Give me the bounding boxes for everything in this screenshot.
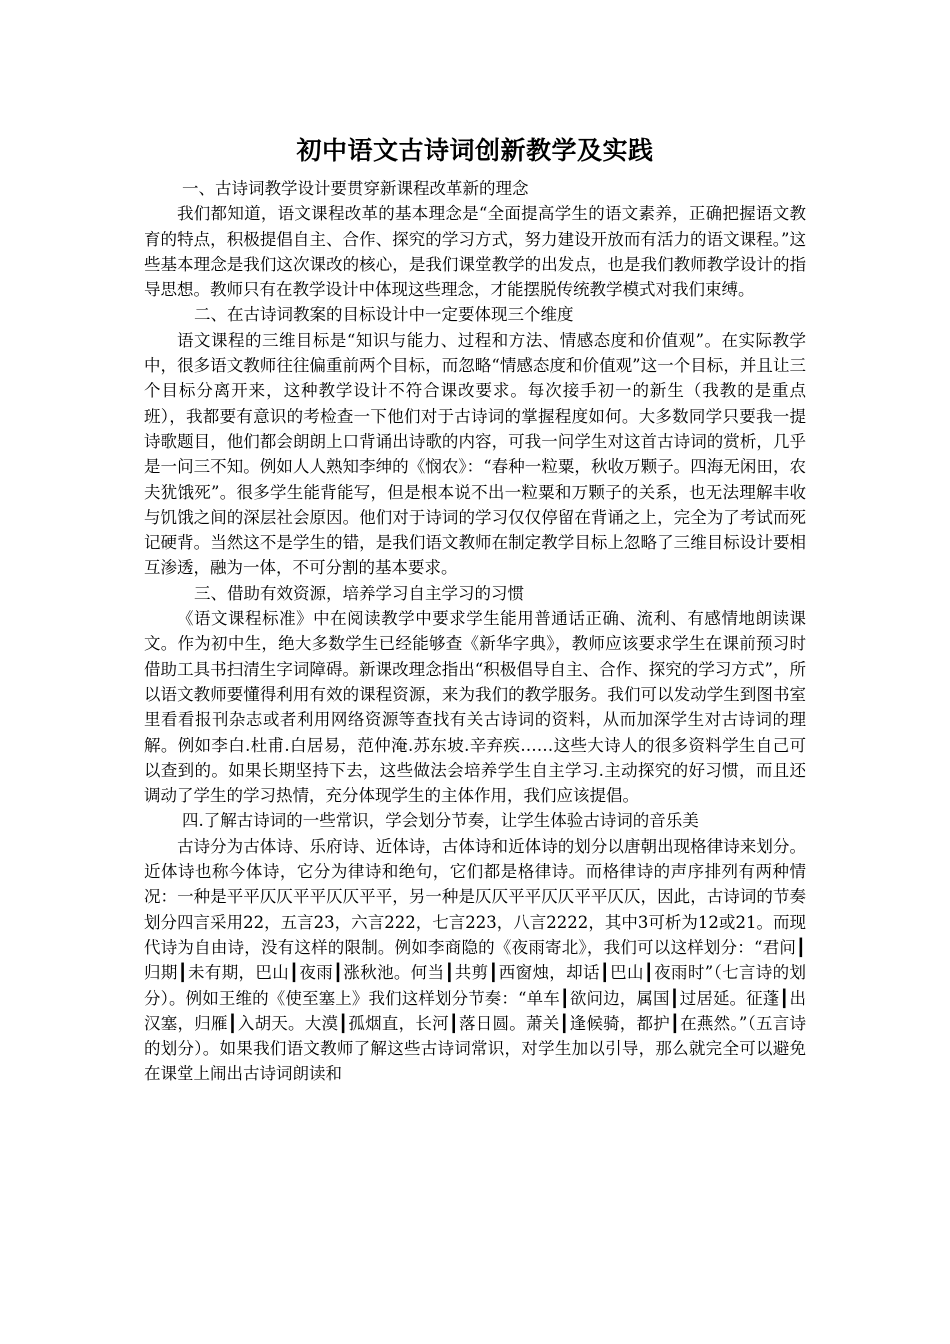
section-heading-3: 三、借助有效资源，培养学习自主学习的习惯 xyxy=(194,583,524,603)
section-heading-1: 一、古诗词教学设计要贯穿新课程改革新的理念 xyxy=(182,179,529,198)
document-title: 初中语文古诗词创新教学及实践 xyxy=(296,136,654,165)
document-body xyxy=(144,130,806,1087)
section-paragraph-1: 我们都知道，语文课程改革的基本理念是“全面提高学生的语文素养，正确把握语文教育的特点，积极提倡自主、合作、探究的学习方式，努力建设开放而有活力的语文课程。”这些基本理念是我们这次课改的核心，是我们课堂教学的出发点，也是我们教师教学设计的指导思想。教师只有在教学设计中体现这些理念，才能摆脱传统教学模式对我们束缚。 xyxy=(144,204,806,300)
section-paragraph-4: 古诗分为古体诗、乐府诗、近体诗，古体诗和近体诗的划分以唐朝出现格律诗来划分。近体诗也称今体诗，它分为律诗和绝句，它们都是格律诗。而格律诗的声序排列有两种情况：一种是平平仄仄平平仄仄平平，另一种是仄仄平平仄仄平平仄仄，因此，古诗词的节奏划分四言采用22，五言23，六言222，七言223，八言2222，其中3可析为12或21。而现代诗为自由诗，没有这样的限制。例如李商隐的《夜雨寄北》，我们可以这样划分：“君问┃归期┃未有期，巴山┃夜雨┃涨秋池。何当┃共剪┃西窗烛，却话┃巴山┃夜雨时”（七言诗的划分）。例如王维的《使至塞上》我们这样划分节奏：“单车┃欲问边，属国┃过居延。征蓬┃出汉塞，归雁┃入胡天。大漠┃孤烟直，长河┃落日圆。萧关┃逢候骑，都护┃在燕然。”（五言诗的划分）。如果我们语文教师了解这些古诗词常识，对学生加以引导，那么就完全可以避免在课堂上闹出古诗词朗读和 xyxy=(144,836,806,1084)
section-heading-4: 四.了解古诗词的一些常识，学会划分节奏，让学生体验古诗词的音乐美 xyxy=(182,811,699,831)
section-paragraph-2: 语文课程的三维目标是“知识与能力、过程和方法、情感态度和价值观”。在实际教学中，很多语文教师往往偏重前两个目标，而忽略“情感态度和价值观”这一个目标，并且让三个目标分离开来，这种教学设计不符合课改要求。每次接手初一的新生（我教的是重点班），我都要有意识的考检查一下他们对于古诗词的掌握程度如何。大多数同学只要我一提诗歌题目，他们都会朗朗上口背诵出诗歌的内容，可我一问学生对这首古诗词的赏析，几乎是一问三不知。例如人人熟知李绅的《悯农》：“春种一粒粟，秋收万颗子。四海无闲田，农夫犹饿死”。很多学生能背能写，但是根本说不出一粒粟和万颗子的关系，也无法理解丰收与饥饿之间的深层社会原因。他们对于诗词的学习仅仅停留在背诵之上，完全为了考试而死记硬背。当然这不是学生的错，是我们语文教师在制定教学目标上忽略了三维目标设计要相互渗透，融为一体，不可分割的基本要求。 xyxy=(144,330,806,578)
section-paragraph-3: 《语文课程标准》中在阅读教学中要求学生能用普通话正确、流利、有感情地朗读课文。作为初中生，绝大多数学生已经能够查《新华字典》，教师应该要求学生在课前预习时借助工具书扫清生字词障碍。新课改理念指出“积极倡导自主、合作、探究的学习方式”，所以语文教师要懂得利用有效的课程资源，来为我们的教学服务。我们可以发动学生到图书室里看看报刊杂志或者利用网络资源等查找有关古诗词的资料，从而加深学生对古诗词的理解。例如李白.杜甫.白居易，范仲淹.苏东坡.辛弃疾……这些大诗人的很多资料学生自己可以查到的。如果长期坚持下去，这些做法会培养学生自主学习.主动探究的好习惯，而且还调动了学生的学习热情，充分体现学生的主体作用，我们应该提倡。 xyxy=(144,609,806,806)
section-heading-2: 二、在古诗词教案的目标设计中一定要体现三个维度 xyxy=(194,305,574,325)
